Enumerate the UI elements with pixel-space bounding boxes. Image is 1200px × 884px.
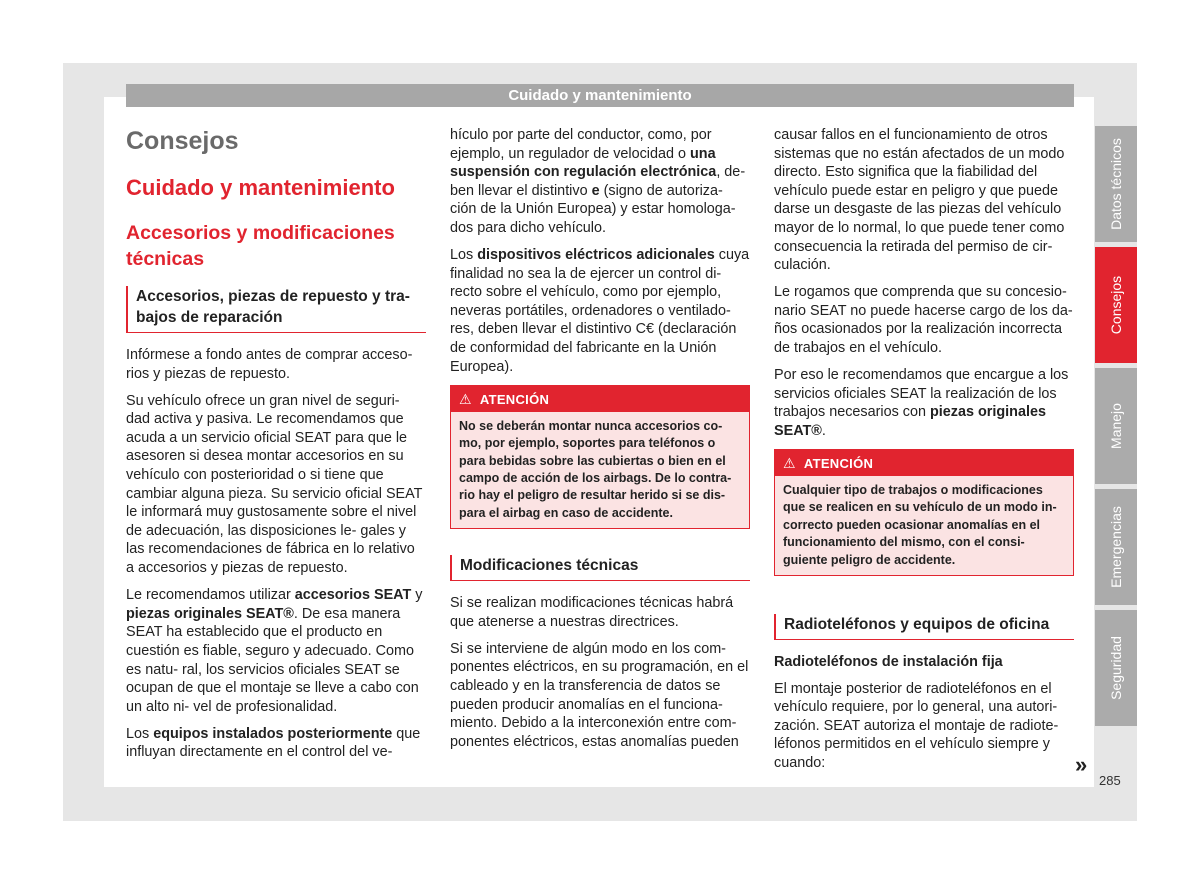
warning-triangle-icon: ⚠ (459, 390, 472, 407)
section-heading-radiotelephones: Radioteléfonos y equipos de oficina (774, 614, 1074, 640)
subchapter-heading: Accesorios y modificaciones técnicas (126, 222, 395, 270)
warning-text: No se deberán montar nunca accesorios co- mo, por ejemplo, soportes para teléfonos o para bebidas sobre las cubiertas o bien en el campo de acción de los airbags. De lo contra- rio hay el peligro de resultar herido si se dis- para el airbag en caso de accidente. (459, 418, 732, 520)
warning-triangle-icon: ⚠ (783, 455, 796, 471)
paragraph: Si se realizan modificaciones técnicas habrá que atenerse a nuestras directrices. (450, 595, 734, 630)
paragraph: Le rogamos que comprenda que su concesio- nario SEAT no puede hacerse cargo de los da- ños ocasionados por la realización incorrecta de trabajos en el vehículo. (774, 284, 1073, 357)
chapter-header: Cuidado y mantenimiento (126, 84, 1074, 107)
tab-consejos[interactable]: Consejos (1095, 247, 1137, 363)
column-2 (450, 126, 750, 760)
paragraph: Los dispositivos eléctricos adicionales cuya finalidad no sea la de ejercer un control di- recto sobre el vehículo, como por ejemplo, neveras portátiles, ordenadores o ventilado- res, deben llevar el distintivo C€ (declaración de conformidad del fabricante en la Unión Europea). (450, 247, 750, 375)
continue-arrow-icon: » (1075, 752, 1088, 777)
paragraph: Su vehículo ofrece un gran nivel de seguri- dad activa y pasiva. Le recomendamos que acuda a un servicio oficial SEAT para que le asesoren si desea montar accesorios en su vehículo con posterioridad o si tiene que cambiar alguna pieza. Su servicio oficial SEAT le informará muy gustosamente sobre el nivel de adecuación, las disposiciones le- gales y las recomendaciones de fábrica en lo relativo a accesorios y piezas de repuesto. (126, 392, 423, 577)
paragraph: Infórmese a fondo antes de comprar acceso- rios y piezas de repuesto. (126, 347, 413, 382)
paragraph: Los equipos instalados posteriormente que influyan directamente en el control del ve- (126, 725, 421, 761)
paragraph: hículo por parte del conductor, como, por ejemplo, un regulador de velocidad o una suspensión con regulación electrónica, de- ben llevar el distintivo e (signo de autoriza- ción de la Unión Europea) y estar homologa- dos para dicho vehículo. (450, 127, 746, 236)
paragraph: Le recomendamos utilizar accesorios SEAT y piezas originales SEAT®. De esa manera SEAT ha establecido que el producto en cuestión es fiable, seguro y adecuado. Como es natu- ral, los servicios oficiales SEAT se ocupan de que el montaje se lleve a cabo con un alto ni- vel de profesionalidad. (126, 587, 423, 715)
paragraph: causar fallos en el funcionamiento de otros sistemas que no están afectados de un modo directo. Esto significa que la fiabilidad del vehículo puede estar en peligro y que puede darse un desgaste de las piezas del vehículo mayor de lo normal, lo que puede tener como consecuencia la retirada del permiso de cir- culación. (774, 127, 1065, 274)
warning-box (774, 449, 1074, 576)
paragraph: El montaje posterior de radioteléfonos en el vehículo requiere, por lo general, una autori- zación. SEAT autoriza el montaje de radiote- léfonos permitidos en el vehículo siempre y cuando: (774, 680, 1059, 771)
chapter-heading: Cuidado y mantenimiento (126, 175, 395, 200)
page-number: 285 (1099, 773, 1121, 788)
paragraph: Si se interviene de algún modo en los com- ponentes eléctricos, en su programación, en el cableado y en la transferencia de datos se pueden producir anomalías en el funciona- miento. Debido a la interconexión entre com- ponentes eléctricos, estas anomalías pueden (450, 640, 749, 750)
tab-emergencias[interactable]: Emergencias (1095, 489, 1137, 605)
warning-text: Cualquier tipo de trabajos o modificaciones que se realicen en su vehículo de un modo in- correcto pueden ocasionar anomalías en el funcionamiento del mismo, con el consi- guiente peligro de accidente. (783, 483, 1057, 567)
side-tabs (1095, 126, 1137, 731)
warning-box (450, 385, 750, 529)
page-title: Consejos (126, 127, 239, 155)
paragraph: Por eso le recomendamos que encargue a los servicios oficiales SEAT la realización de los trabajos necesarios con piezas originales SEAT®. (774, 367, 1069, 439)
section-heading-modifications: Modificaciones técnicas (450, 555, 750, 581)
column-3 (774, 126, 1074, 781)
tab-datos-tecnicos[interactable]: Datos técnicos (1095, 126, 1137, 242)
warning-header: ⚠ ATENCIÓN (451, 386, 749, 412)
subheading: Radioteléfonos de instalación fija (774, 654, 1003, 671)
warning-header: ⚠ ATENCIÓN (775, 450, 1073, 476)
section-heading-accessories: Accesorios, piezas de repuesto y tra- bajos de reparación (126, 286, 426, 333)
column-1 (126, 126, 426, 770)
tab-manejo[interactable]: Manejo (1095, 368, 1137, 484)
tab-seguridad[interactable]: Seguridad (1095, 610, 1137, 726)
